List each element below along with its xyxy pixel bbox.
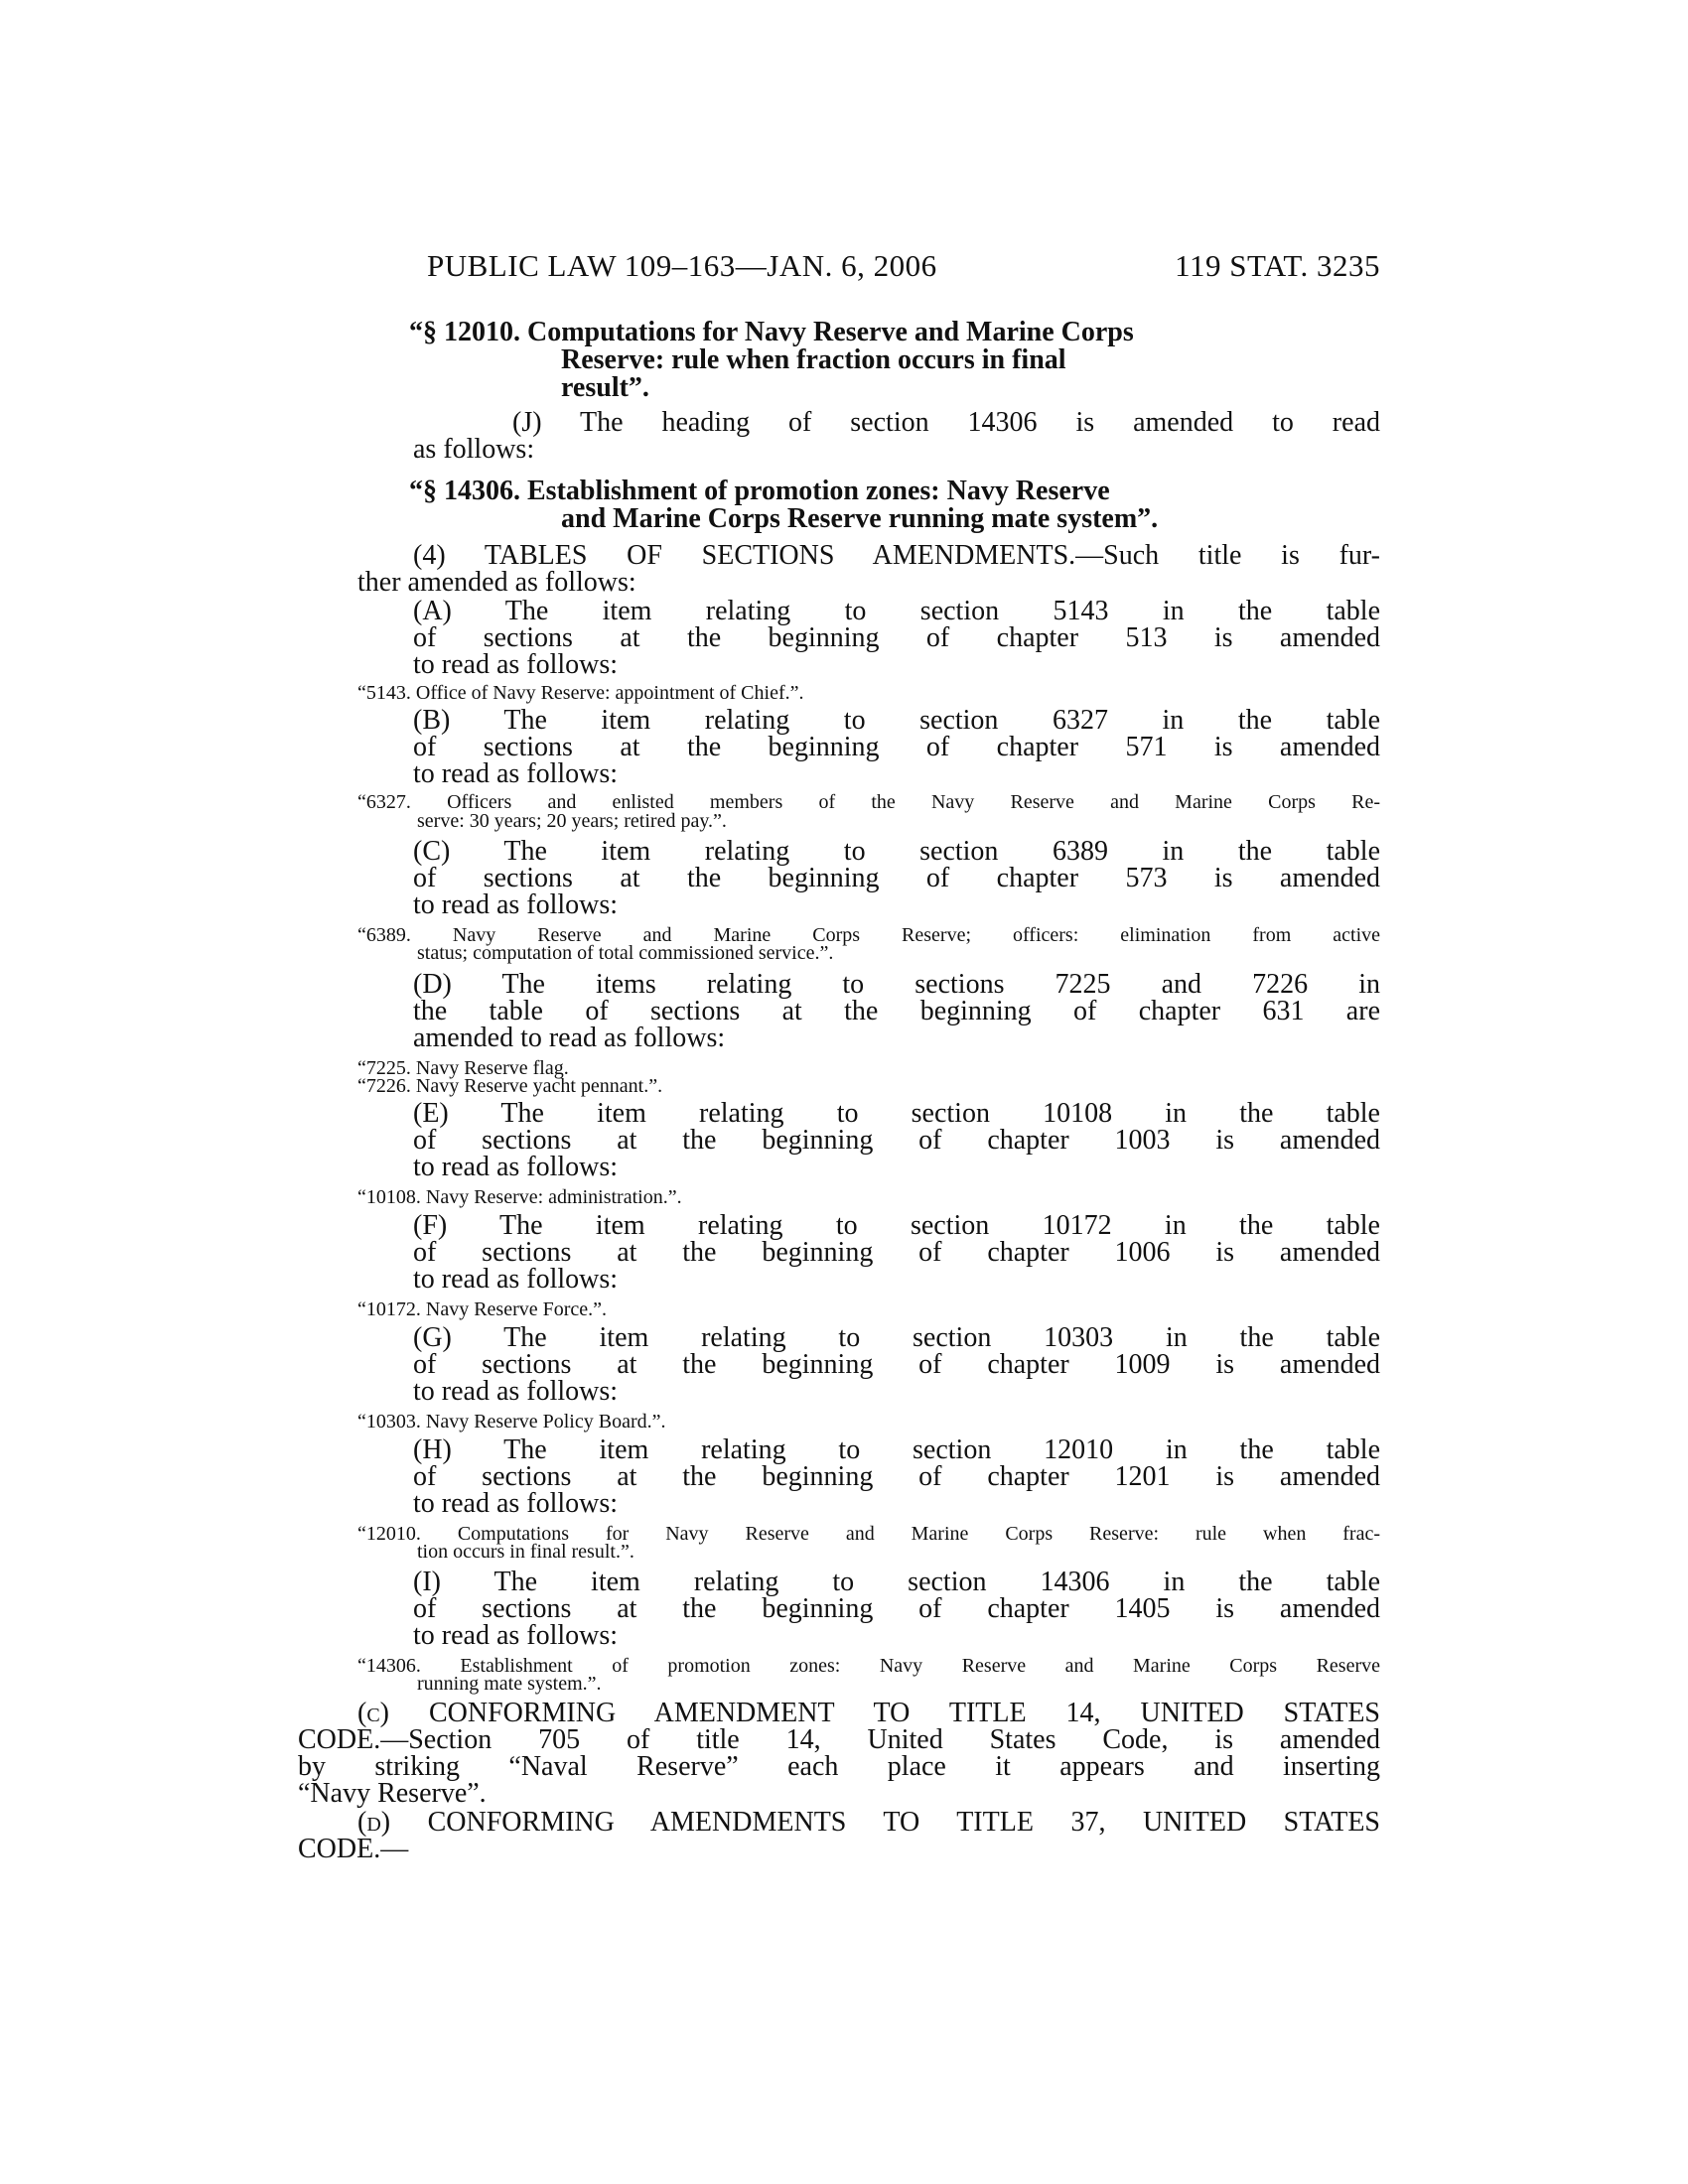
running-head [427, 248, 1380, 288]
subsection-d: CODE.— [298, 1834, 409, 1864]
subparagraph-b: (B) The item relating to section 6327 in the table [413, 705, 1380, 736]
subparagraph-g: to read as follows: [413, 1376, 619, 1407]
subparagraph-h: (H) The item relating to section 12010 in the table [413, 1434, 1380, 1465]
section-heading-14306: and Marine Corps Reserve running mate system”. [561, 503, 1159, 534]
section-heading-12010: result”. [561, 372, 649, 403]
paragraph-j: as follows: [413, 434, 535, 465]
running-head-title: PUBLIC LAW 109–163—JAN. 6, 2006 [427, 248, 937, 283]
subparagraph-b: to read as follows: [413, 758, 619, 789]
subparagraph-a: of sections at the beginning of chapter 513 is amended [413, 622, 1380, 653]
subparagraph-d: the table of sections at the beginning of chapter 631 are [413, 996, 1380, 1026]
paragraph-j: (J) The heading of section 14306 is amended to read [512, 407, 1380, 438]
subparagraph-i: to read as follows: [413, 1620, 619, 1651]
subparagraph-h: to read as follows: [413, 1488, 619, 1519]
table-item-6389: “6389. Navy Reserve and Marine Corps Reserve; officers: elimination from active [357, 924, 1380, 946]
table-item-12010: tion occurs in final result.”. [417, 1541, 634, 1563]
subparagraph-g: (G) The item relating to section 10303 in the table [413, 1322, 1380, 1353]
table-item-14306: “14306. Establishment of promotion zones: Navy Reserve and Marine Corps Reserve [357, 1655, 1380, 1677]
table-item-10108: “10108. Navy Reserve: administration.”. [357, 1186, 682, 1208]
table-item-6327: serve: 30 years; 20 years; retired pay.”. [417, 810, 727, 832]
subparagraph-b: of sections at the beginning of chapter 571 is amended [413, 732, 1380, 762]
page-stat-number: 119 STAT. 3235 [1175, 248, 1380, 283]
subsection-c: (c) CONFORMING AMENDMENT TO TITLE 14, UNITED STATES [357, 1698, 1380, 1728]
subparagraph-c: to read as follows: [413, 889, 619, 920]
subparagraph-i: (I) The item relating to section 14306 in the table [413, 1567, 1380, 1597]
subparagraph-a: to read as follows: [413, 649, 619, 680]
subsection-c: “Navy Reserve”. [298, 1778, 487, 1809]
section-heading-14306: “§ 14306. Establishment of promotion zones: Navy Reserve [409, 476, 1110, 506]
paragraph-4: (4) TABLES OF SECTIONS AMENDMENTS.—Such title is fur- [413, 540, 1380, 571]
table-item-7225: “7225. Navy Reserve flag. [357, 1057, 569, 1079]
paragraph-4: ther amended as follows: [357, 567, 636, 598]
table-item-10303: “10303. Navy Reserve Policy Board.”. [357, 1411, 666, 1433]
subsection-d: (d) CONFORMING AMENDMENTS TO TITLE 37, UNITED STATES [357, 1807, 1380, 1838]
subparagraph-f: (F) The item relating to section 10172 in the table [413, 1210, 1380, 1241]
section-heading-12010: “§ 12010. Computations for Navy Reserve and Marine Corps [409, 317, 1134, 347]
subparagraph-i: of sections at the beginning of chapter 1405 is amended [413, 1593, 1380, 1624]
section-heading-12010: Reserve: rule when fraction occurs in final [561, 344, 1066, 375]
subparagraph-e: (E) The item relating to section 10108 in the table [413, 1098, 1380, 1129]
subparagraph-f: to read as follows: [413, 1264, 619, 1295]
table-item-6327: “6327. Officers and enlisted members of the Navy Reserve and Marine Corps Re- [357, 791, 1380, 813]
subparagraph-d: amended to read as follows: [413, 1023, 726, 1053]
subsection-c: by striking “Naval Reserve” each place it appears and inserting [298, 1751, 1380, 1782]
subparagraph-h: of sections at the beginning of chapter 1201 is amended [413, 1461, 1380, 1492]
table-item-5143: “5143. Office of Navy Reserve: appointment of Chief.”. [357, 682, 804, 704]
subsection-c: CODE.—Section 705 of title 14, United States Code, is amended [298, 1724, 1380, 1755]
table-item-7226: “7226. Navy Reserve yacht pennant.”. [357, 1075, 663, 1097]
subparagraph-g: of sections at the beginning of chapter 1009 is amended [413, 1349, 1380, 1380]
subparagraph-c: (C) The item relating to section 6389 in the table [413, 836, 1380, 867]
table-item-10172: “10172. Navy Reserve Force.”. [357, 1298, 608, 1320]
subparagraph-e: to read as follows: [413, 1152, 619, 1182]
subparagraph-e: of sections at the beginning of chapter 1003 is amended [413, 1125, 1380, 1156]
subparagraph-d: (D) The items relating to sections 7225 and 7226 in [413, 969, 1380, 1000]
subparagraph-a: (A) The item relating to section 5143 in the table [413, 596, 1380, 626]
subparagraph-c: of sections at the beginning of chapter 573 is amended [413, 863, 1380, 893]
table-item-6389: status; computation of total commissioned service.”. [417, 942, 834, 964]
table-item-12010: “12010. Computations for Navy Reserve and Marine Corps Reserve: rule when frac- [357, 1523, 1380, 1545]
subparagraph-f: of sections at the beginning of chapter 1006 is amended [413, 1237, 1380, 1268]
table-item-14306: running mate system.”. [417, 1673, 602, 1695]
